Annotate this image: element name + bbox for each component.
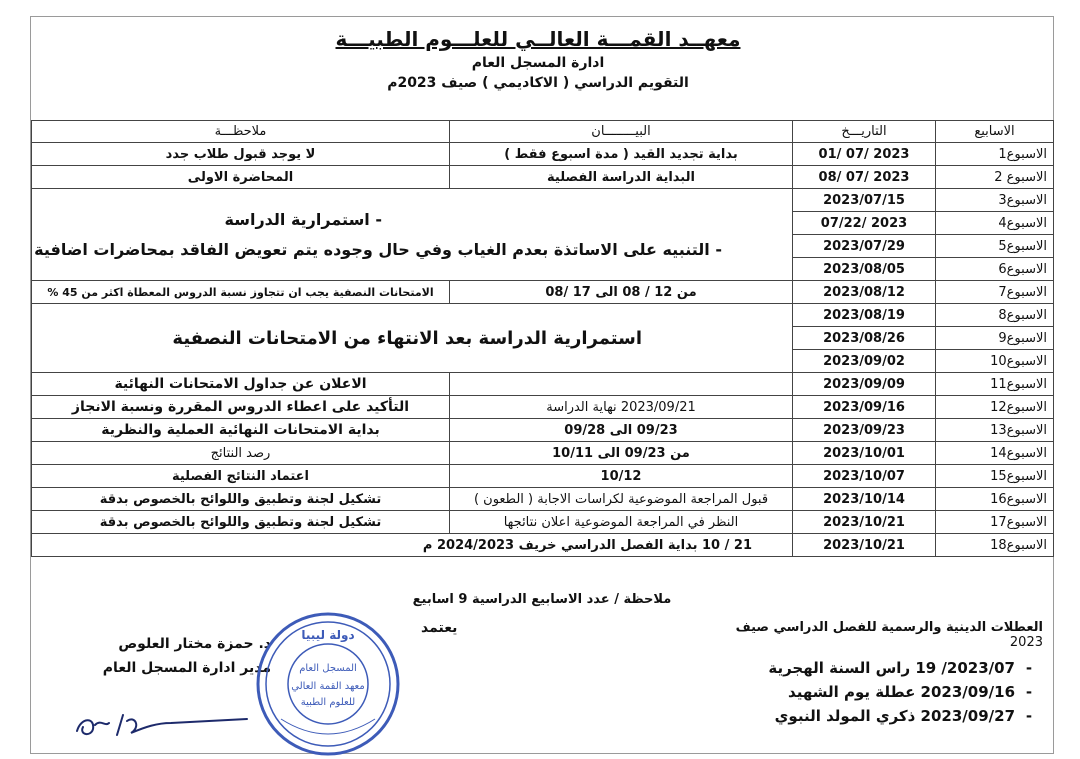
date-cell: 2023/10/07 bbox=[793, 465, 936, 488]
week-cell: الاسبوع14 bbox=[936, 442, 1054, 465]
date-cell: 2023/08/05 bbox=[793, 258, 936, 281]
statement-cell bbox=[450, 373, 793, 396]
date-cell: 2023/09/02 bbox=[793, 350, 936, 373]
approval-label: يعتمد bbox=[421, 620, 458, 636]
statement-cell: 2023/09/21 نهاية الدراسة bbox=[450, 396, 793, 419]
header-weeks: الاسابيع bbox=[936, 121, 1054, 143]
date-cell: 2023 /07/22 bbox=[793, 212, 936, 235]
note-cell: الاعلان عن جداول الامتحانات النهائية bbox=[32, 373, 450, 396]
merged-statement-block-2: استمرارية الدراسة بعد الانتهاء من الامتحانات النصفية bbox=[32, 304, 793, 373]
week-cell: الاسبوع4 bbox=[936, 212, 1054, 235]
note-cell: التأكيد على اعطاء الدروس المقررة ونسبة الانجاز bbox=[32, 396, 450, 419]
seal-center-text-2: معهد القمة العالي bbox=[291, 681, 365, 692]
header-statement: البيــــــــان bbox=[450, 121, 793, 143]
week-cell: الاسبوع7 bbox=[936, 281, 1054, 304]
merged-statement-block-1 bbox=[32, 189, 793, 281]
week-cell: الاسبوع 2 bbox=[936, 166, 1054, 189]
statement-cell: النظر في المراجعة الموضوعية اعلان نتائجها bbox=[450, 511, 793, 534]
calendar-title: التقويم الدراسي ( الاكاديمي ) صيف 2023م bbox=[387, 75, 689, 91]
holidays-title bbox=[703, 620, 1043, 650]
date-cell: 2023/09/09 bbox=[793, 373, 936, 396]
block1-line1: - استمرارية الدراسة bbox=[224, 209, 382, 229]
institute-name: معهــد القمـــة العالــي للعلـــوم الطبيـــة bbox=[335, 27, 741, 51]
table-row bbox=[32, 189, 1054, 212]
dash-marker: - bbox=[1025, 659, 1033, 677]
week-cell: الاسبوع12 bbox=[936, 396, 1054, 419]
statement-cell: بداية تجديد القيد ( مدة اسبوع فقط ) bbox=[450, 143, 793, 166]
week-cell: الاسبوع13 bbox=[936, 419, 1054, 442]
date-cell: 2023/08/26 bbox=[793, 327, 936, 350]
holiday-text: 2023/09/27 ذكري المولد النبوي bbox=[774, 707, 1015, 725]
table-header-row bbox=[32, 121, 1054, 143]
week-cell: الاسبوع11 bbox=[936, 373, 1054, 396]
dash-marker: - bbox=[1025, 707, 1033, 725]
document-page bbox=[30, 16, 1054, 754]
signatory-title: مدير ادارة المسجل العام bbox=[102, 660, 271, 676]
week-cell: الاسبوع9 bbox=[936, 327, 1054, 350]
holiday-text: 2023/09/16 عطلة يوم الشهيد bbox=[788, 683, 1015, 701]
table-row bbox=[32, 511, 1054, 534]
note-cell: تشكيل لجنة وتطبيق واللوائح بالخصوص بدقة bbox=[32, 488, 450, 511]
table-row bbox=[32, 373, 1054, 396]
holidays-title-text: العطلات الدينية والرسمية للفصل الدراسي صيف bbox=[735, 620, 1043, 635]
department-name: ادارة المسجل العام bbox=[471, 55, 605, 71]
statement-cell: قبول المراجعة الموضوعية لكراسات الاجابة ( الطعون ) bbox=[450, 488, 793, 511]
note-cell: الامتحانات النصفية يجب ان تتجاوز نسبة الدروس المعطاة اكثر من 45 % bbox=[32, 281, 450, 304]
date-cell: 2023/10/21 bbox=[793, 511, 936, 534]
date-cell: 2023/07/15 bbox=[793, 189, 936, 212]
table-row bbox=[32, 304, 1054, 327]
date-cell: 2023/08/12 bbox=[793, 281, 936, 304]
block1-line2: - التنبيه على الاساتذة بعدم الغياب وفي حال وجوده يتم تعويض الفاقد بمحاضرات اضافية bbox=[34, 239, 722, 259]
holiday-item bbox=[703, 680, 1043, 704]
holiday-item bbox=[703, 704, 1043, 728]
note-cell: لا يوجد قبول طلاب جدد bbox=[32, 143, 450, 166]
date-cell: 2023/10/14 bbox=[793, 488, 936, 511]
note-cell: رصد النتائج bbox=[32, 442, 450, 465]
week-cell: الاسبوع8 bbox=[936, 304, 1054, 327]
table-row bbox=[32, 166, 1054, 189]
date-cell: 2023/09/23 bbox=[793, 419, 936, 442]
dash-marker: - bbox=[1025, 683, 1033, 701]
header-date: التاريـــخ bbox=[793, 121, 936, 143]
week-cell: الاسبوع10 bbox=[936, 350, 1054, 373]
signatory-name: د. حمزة مختار العلوص bbox=[118, 636, 271, 652]
holidays-year: 2023 bbox=[1009, 635, 1043, 650]
table-row bbox=[32, 488, 1054, 511]
table-row bbox=[32, 396, 1054, 419]
signatory-block bbox=[71, 632, 271, 680]
statement-cell: من 09/23 الى 10/11 bbox=[450, 442, 793, 465]
table-row bbox=[32, 143, 1054, 166]
week-cell: الاسبوع1 bbox=[936, 143, 1054, 166]
week-cell: الاسبوع6 bbox=[936, 258, 1054, 281]
date-cell: 2023 /07 /01 bbox=[793, 143, 936, 166]
date-cell: 2023/10/21 bbox=[793, 534, 936, 557]
week-cell: الاسبوع15 bbox=[936, 465, 1054, 488]
week-cell: الاسبوع5 bbox=[936, 235, 1054, 258]
statement-cell: 09/23 الى 09/28 bbox=[450, 419, 793, 442]
date-cell: 2023/10/01 bbox=[793, 442, 936, 465]
week-cell: الاسبوع16 bbox=[936, 488, 1054, 511]
holiday-item bbox=[703, 656, 1043, 680]
holiday-text: 2023/07/ 19 راس السنة الهجرية bbox=[768, 659, 1015, 677]
calendar-table bbox=[31, 120, 1054, 557]
statement-cell: البداية الدراسة الفصلية bbox=[450, 166, 793, 189]
note-cell: بداية الامتحانات النهائية العملية والنظرية bbox=[32, 419, 450, 442]
table-row bbox=[32, 419, 1054, 442]
table-row bbox=[32, 281, 1054, 304]
table-row bbox=[32, 465, 1054, 488]
statement-cell: من 12 / 08 الى 17 /08 bbox=[450, 281, 793, 304]
table-row bbox=[32, 534, 1054, 557]
date-cell: 2023/07/29 bbox=[793, 235, 936, 258]
merged-statement-cell: 21 / 10 بداية الفصل الدراسي خريف 2024/2023 م bbox=[32, 534, 793, 557]
seal-center-text-1: المسجل العام bbox=[299, 663, 357, 674]
official-seal bbox=[253, 609, 403, 759]
week-cell: الاسبوع18 bbox=[936, 534, 1054, 557]
note-cell: المحاضرة الاولى bbox=[32, 166, 450, 189]
week-cell: الاسبوع3 bbox=[936, 189, 1054, 212]
footer-note: ملاحظة / عدد الاسابيع الدراسية 9 اسابيع bbox=[412, 592, 672, 607]
document-header bbox=[323, 27, 753, 91]
seal-center-text-3: للعلوم الطبية bbox=[300, 697, 356, 708]
statement-cell: 10/12 bbox=[450, 465, 793, 488]
note-cell: تشكيل لجنة وتطبيق واللوائح بالخصوص بدقة bbox=[32, 511, 450, 534]
holidays-section bbox=[703, 620, 1043, 728]
week-cell: الاسبوع17 bbox=[936, 511, 1054, 534]
date-cell: 2023/09/16 bbox=[793, 396, 936, 419]
table-row bbox=[32, 442, 1054, 465]
date-cell: 2023 /07 /08 bbox=[793, 166, 936, 189]
date-cell: 2023/08/19 bbox=[793, 304, 936, 327]
note-cell: اعتماد النتائج الفصلية bbox=[32, 465, 450, 488]
seal-top-text: دولة ليبيا bbox=[301, 628, 355, 642]
header-note: ملاحظـــة bbox=[32, 121, 450, 143]
handwritten-signature bbox=[71, 705, 251, 741]
